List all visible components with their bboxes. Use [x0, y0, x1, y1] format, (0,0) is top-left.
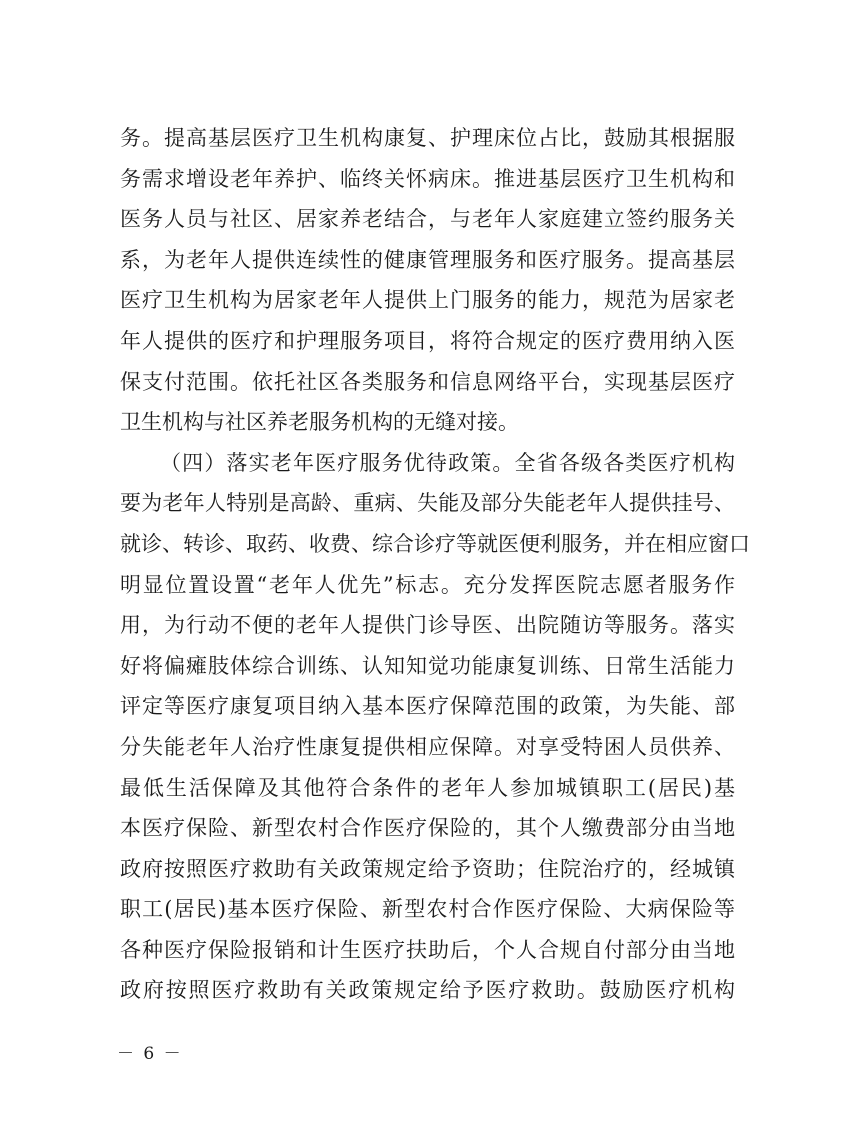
text-line: 用，为行动不便的老年人提供门诊导医、出院随访等服务。落实: [120, 613, 735, 638]
text-line: 就诊、转诊、取药、收费、综合诊疗等就医便利服务，并在相应窗口: [120, 531, 750, 556]
text-line: 评定等医疗康复项目纳入基本医疗保障范围的政策，为失能、部: [120, 694, 735, 719]
text-line: 分失能老年人治疗性康复提供相应保障。对享受特困人员供养、: [120, 734, 735, 759]
paragraph-1: [120, 118, 735, 443]
text-line: 各种医疗保险报销和计生医疗扶助后，个人合规自付部分由当地: [120, 937, 735, 962]
text-line: 医务人员与社区、居家养老结合，与老年人家庭建立签约服务关: [120, 207, 735, 232]
text-line: 明显位置设置“老年人优先”标志。充分发挥医院志愿者服务作: [120, 572, 735, 597]
text-line: 务。提高基层医疗卫生机构康复、护理床位占比，鼓励其根据服: [120, 126, 735, 150]
text-line: 务需求增设老年养护、临终关怀病床。推进基层医疗卫生机构和: [120, 166, 735, 191]
text-line: 本医疗保险、新型农村合作医疗保险的，其个人缴费部分由当地: [120, 816, 735, 841]
text-line: 政府按照医疗救助有关政策规定给予资助；住院治疗的，经城镇: [120, 856, 735, 881]
page-number: － 6 －: [117, 1044, 183, 1064]
text-line: 卫生机构与社区养老服务机构的无缝对接。: [120, 410, 519, 435]
paragraph-2: [120, 443, 750, 1011]
text-line: 政府按照医疗救助有关政策规定给予医疗救助。鼓励医疗机构: [120, 978, 735, 1003]
text-line: 职工(居民)基本医疗保险、新型农村合作医疗保险、大病保险等: [120, 897, 735, 922]
text-line: 医疗卫生机构为居家老年人提供上门服务的能力，规范为居家老: [120, 288, 735, 313]
section-heading-line: （四）落实老年医疗服务优待政策。全省各级各类医疗机构: [160, 450, 735, 475]
text-line: 保支付范围。依托社区各类服务和信息网络平台，实现基层医疗: [120, 369, 735, 394]
text-line: 好将偏瘫肢体综合训练、认知知觉功能康复训练、日常生活能力: [120, 653, 735, 678]
body-text: [120, 118, 750, 1011]
text-line: 最低生活保障及其他符合条件的老年人参加城镇职工(居民)基: [120, 775, 735, 800]
text-line: 要为老年人特别是高龄、重病、失能及部分失能老年人提供挂号、: [120, 491, 735, 516]
text-line: 系，为老年人提供连续性的健康管理服务和医疗服务。提高基层: [120, 247, 735, 272]
text-line: 年人提供的医疗和护理服务项目，将符合规定的医疗费用纳入医: [120, 328, 735, 353]
